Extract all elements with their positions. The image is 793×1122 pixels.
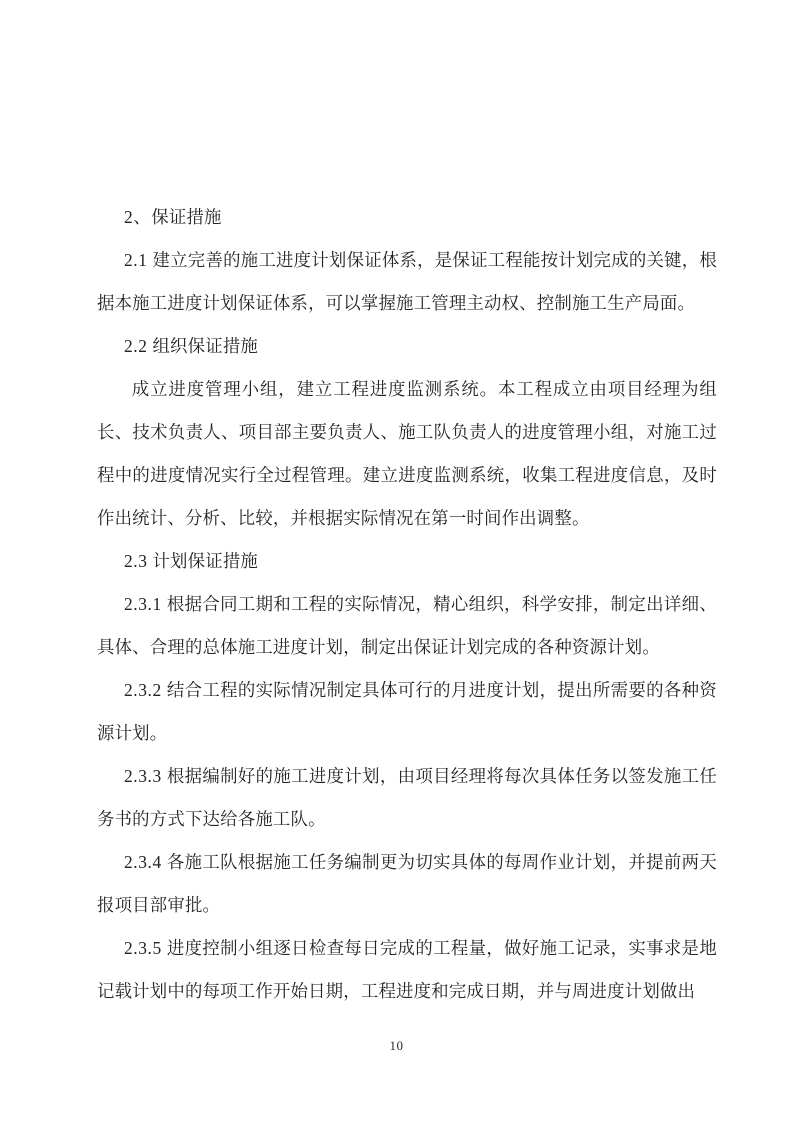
paragraph-text-heading-2: 保证措施	[151, 207, 222, 227]
paragraph-section-2-2	[97, 325, 717, 368]
paragraph-number-section-2-3-4: 2.3.4	[123, 852, 167, 872]
paragraph-number-section-2-3: 2.3	[123, 551, 153, 571]
paragraph-number-heading-2: 2、	[123, 207, 152, 227]
paragraph-section-2-3-4	[97, 841, 717, 927]
paragraph-number-section-2-1: 2.1	[123, 250, 153, 270]
paragraph-text-section-2-3-4: 各施工队根据施工任务编制更为切实具体的每周作业计划，并提前两天报项目部审批。	[97, 852, 717, 915]
paragraph-text-section-2-2: 组织保证措施	[152, 336, 259, 356]
paragraph-section-2-3	[97, 540, 717, 583]
paragraph-text-section-2-3-5: 进度控制小组逐日检查每日完成的工程量，做好施工记录，实事求是地记载计划中的每项工作开始日期，工程进度和完成日期，并与周进度计划做出	[97, 938, 717, 1001]
paragraph-text-section-2-3-3: 根据编制好的施工进度计划，由项目经理将每次具体任务以签发施工任务书的方式下达给各施工队。	[97, 766, 717, 829]
paragraph-heading-2	[97, 196, 717, 239]
paragraph-number-section-2-3-5: 2.3.5	[123, 938, 167, 958]
paragraph-section-2-3-5	[97, 927, 717, 1013]
paragraph-section-2-2-body	[97, 368, 717, 540]
paragraph-text-section-2-3: 计划保证措施	[152, 551, 259, 571]
paragraph-section-2-3-1	[97, 583, 717, 669]
paragraph-number-section-2-3-1: 2.3.1	[123, 594, 167, 614]
paragraph-number-section-2-3-3: 2.3.3	[123, 766, 167, 786]
page-number: 10	[389, 1038, 404, 1053]
paragraph-text-section-2-3-1: 根据合同工期和工程的实际情况，精心组织，科学安排，制定出详细、具体、合理的总体施工进度计划，制定出保证计划完成的各种资源计划。	[97, 594, 717, 657]
paragraph-section-2-3-2	[97, 669, 717, 755]
paragraph-section-2-1	[97, 239, 717, 325]
paragraph-number-section-2-3-2: 2.3.2	[123, 680, 167, 700]
paragraph-text-section-2-1: 建立完善的施工进度计划保证体系，是保证工程能按计划完成的关键，根据本施工进度计划保证体系，可以掌握施工管理主动权、控制施工生产局面。	[97, 250, 717, 313]
paragraph-number-section-2-2: 2.2	[123, 336, 153, 356]
paragraph-text-section-2-3-2: 结合工程的实际情况制定具体可行的月进度计划，提出所需要的各种资源计划。	[97, 680, 717, 743]
paragraph-text-section-2-2-body: 成立进度管理小组，建立工程进度监测系统。本工程成立由项目经理为组长、技术负责人、项目部主要负责人、施工队负责人的进度管理小组，对施工过程中的进度情况实行全过程管理。建立进度监测系统，收集工程进度信息，及时作出统计、分析、比较，并根据实际情况在第一时间作出调整。	[97, 379, 717, 528]
document-text-column	[97, 196, 717, 1013]
paragraph-section-2-3-3	[97, 755, 717, 841]
